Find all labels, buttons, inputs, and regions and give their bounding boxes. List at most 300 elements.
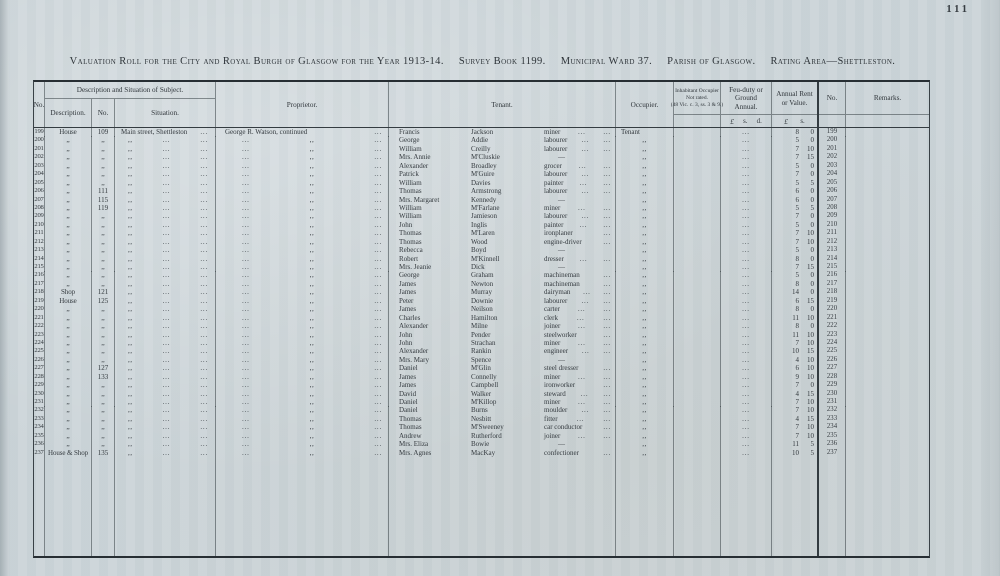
dot-leader: ... — [200, 212, 208, 221]
dot-leader: ... — [374, 330, 382, 339]
cell-tenant — [389, 246, 616, 255]
tenant-surname: M'Glin — [471, 364, 491, 373]
dot-leader: ... — [578, 322, 586, 331]
rent-pounds: 6 — [795, 187, 799, 196]
dot-leader: ... — [374, 153, 382, 162]
cell-feu-duty — [721, 314, 772, 323]
dot-leader: ... — [162, 347, 171, 356]
dot-leader: ... — [162, 296, 171, 305]
tenant-occupation — [544, 288, 615, 297]
cell-feu-duty — [721, 221, 772, 230]
cell-remarks — [846, 347, 929, 356]
pound-symbol: £ — [730, 116, 734, 126]
tenant-occupation — [544, 305, 615, 314]
cell-roll-no: 235 — [34, 431, 44, 439]
rent-shillings: 0 — [810, 161, 814, 170]
tenant-surname: M'Killop — [471, 398, 497, 406]
dot-leader: ... — [374, 220, 382, 229]
tenant-occupation — [544, 406, 615, 415]
tenant-forename: Mrs. Mary — [399, 355, 429, 364]
tenant-surname: Campbell — [471, 381, 499, 390]
cell-annual-rent — [772, 432, 819, 441]
cell-feu-duty — [721, 280, 772, 289]
dot-leader: ... — [603, 136, 611, 145]
tenant-occupation — [544, 331, 615, 340]
cell-inhabitant-occupier — [674, 280, 721, 289]
rent-pounds: 8 — [795, 305, 799, 314]
tenant-surname: Rankin — [471, 347, 492, 356]
rent-pounds: 8 — [795, 254, 799, 263]
table-row — [34, 305, 929, 313]
cell-feu-duty — [721, 423, 772, 432]
dot-leader: ... — [162, 161, 171, 170]
cell-situation — [115, 288, 216, 297]
dot-leader: ... — [242, 330, 250, 339]
cell-proprietor — [216, 440, 389, 449]
dot-leader: ... — [242, 220, 250, 229]
header-inhabitant-occupier — [670, 82, 724, 127]
tenant-surname: Davies — [471, 178, 491, 187]
ditto-mark: ,, — [128, 372, 133, 381]
shillings-symbol: s. — [743, 117, 748, 125]
rent-shillings: 15 — [807, 389, 814, 398]
cell-description: ,, — [45, 398, 92, 407]
cell-roll-no-right: 227 — [819, 364, 846, 373]
dot-leader: ... — [242, 296, 250, 305]
cell-tenant — [389, 136, 616, 145]
cell-description: ,, — [45, 364, 92, 373]
dot-leader: ... — [200, 288, 208, 297]
tenant-surname: Addie — [471, 136, 489, 145]
tenant-forename: Alexander — [399, 322, 429, 331]
rent-shillings: 0 — [810, 279, 814, 288]
tenant-forename: Daniel — [399, 398, 418, 406]
cell-remarks — [846, 246, 929, 255]
ditto-mark: ,, — [309, 170, 315, 179]
dot-leader: ... — [242, 414, 250, 423]
cell-description: ,, — [45, 255, 92, 264]
dot-leader: ... — [374, 178, 382, 187]
cell-annual-rent — [772, 322, 819, 331]
header-feu-duty-label: Feu-duty or Ground Annual. — [729, 85, 763, 111]
occupation-text: miner — [544, 372, 561, 381]
cell-inhabitant-occupier — [674, 204, 721, 213]
tenant-occupation — [544, 322, 615, 331]
cell-feu-duty — [721, 271, 772, 280]
dot-leader: ... — [162, 136, 171, 145]
dot-leader: ... — [603, 203, 611, 212]
cell-description: ,, — [45, 145, 92, 154]
cell-remarks — [846, 263, 929, 272]
cell-occupier — [616, 221, 674, 230]
dot-leader: ... — [374, 263, 382, 271]
ditto-mark: ,, — [128, 220, 133, 229]
dot-leader: ... — [581, 212, 590, 221]
dot-leader: ... — [162, 338, 171, 347]
cell-proprietor — [216, 322, 389, 331]
cell-feu-duty — [721, 162, 772, 171]
occupation-text: carter — [544, 305, 560, 314]
dot-leader: ... — [374, 212, 382, 221]
cell-situation — [115, 136, 216, 145]
cell-proprietor — [216, 196, 389, 205]
rent-shillings: 0 — [810, 254, 814, 263]
tenant-surname: Neilson — [471, 305, 493, 314]
cell-remarks — [846, 390, 929, 399]
tenant-occupation — [544, 212, 615, 221]
cell-roll-no: 208 — [34, 203, 44, 211]
header-description: Description. — [45, 99, 92, 127]
dot-leader: ... — [374, 423, 382, 432]
dot-leader: ... — [242, 187, 250, 196]
dot-leader: ... — [200, 406, 208, 415]
ditto-mark: ,, — [309, 440, 315, 449]
occupation-text: painter — [544, 178, 564, 187]
cell-tenant — [389, 398, 616, 407]
dot-leader: ... — [200, 237, 208, 246]
cell-roll-no: 207 — [34, 195, 44, 203]
cell-tenant — [389, 153, 616, 162]
dot-leader: ... — [200, 414, 208, 423]
cell-proprietor — [216, 415, 389, 424]
cell-roll-no-right: 220 — [819, 305, 846, 314]
cell-proprietor — [216, 179, 389, 188]
cell-inhabitant-occupier — [674, 305, 721, 314]
title-segment: Municipal Ward 37. — [560, 56, 653, 67]
ditto-mark: ,, — [309, 305, 315, 314]
cell-proprietor — [216, 449, 389, 458]
rent-shillings: 15 — [807, 347, 814, 356]
tenant-occupation — [544, 179, 615, 188]
dot-leader: ... — [742, 406, 750, 415]
shillings-symbol: s. — [800, 117, 805, 125]
tenant-surname: Downie — [471, 296, 494, 305]
occupation-text: confectioner — [544, 448, 579, 457]
cell-street-no: ,, — [92, 432, 115, 441]
cell-description: ,, — [45, 432, 92, 441]
cell-annual-rent — [772, 196, 819, 205]
cell-situation — [115, 170, 216, 179]
header-situation: Situation. — [151, 109, 179, 117]
table-row — [34, 364, 929, 372]
cell-description: ,, — [45, 196, 92, 205]
filler-cell — [616, 457, 674, 556]
cell-occupier — [616, 331, 674, 340]
cell-annual-rent — [772, 356, 819, 365]
cell-proprietor — [216, 128, 389, 137]
ditto-mark: ,, — [642, 431, 647, 440]
cell-proprietor — [216, 212, 389, 221]
tenant-surname: Murray — [471, 288, 492, 297]
cell-description: ,, — [45, 415, 92, 424]
cell-roll-no: 217 — [34, 279, 44, 287]
cell-remarks — [846, 128, 929, 137]
dot-leader: ... — [374, 355, 382, 364]
dot-leader: ... — [374, 136, 382, 145]
dot-leader: ... — [374, 271, 382, 280]
rent-pounds: 4 — [795, 414, 799, 423]
rent-shillings: 10 — [807, 313, 814, 322]
tenant-occupation — [544, 145, 615, 154]
cell-remarks — [846, 331, 929, 340]
cell-street-no: 125 — [92, 297, 115, 306]
cell-remarks — [846, 196, 929, 205]
cell-proprietor — [216, 305, 389, 314]
cell-street-no: ,, — [92, 415, 115, 424]
rent-pounds: 7 — [795, 153, 799, 162]
dot-leader: ... — [242, 212, 250, 221]
tenant-forename: John — [399, 338, 413, 347]
ditto-mark: ,, — [128, 288, 133, 297]
table-row — [34, 381, 929, 389]
cell-tenant — [389, 322, 616, 331]
cell-description: ,, — [45, 271, 92, 280]
cell-roll-no: 200 — [34, 136, 44, 144]
cell-remarks — [846, 305, 929, 314]
cell-roll-no-right: 226 — [819, 356, 846, 365]
cell-inhabitant-occupier — [674, 128, 721, 137]
ditto-mark: ,, — [128, 313, 133, 322]
table-row — [34, 331, 929, 339]
tenant-forename: Mrs. Eliza — [399, 440, 429, 449]
cell-proprietor — [216, 238, 389, 247]
cell-street-no: ,, — [92, 145, 115, 154]
cell-roll-no-right: 214 — [819, 255, 846, 264]
cell-annual-rent — [772, 364, 819, 373]
cell-occupier — [616, 440, 674, 449]
dot-leader: ... — [242, 313, 250, 322]
table-row — [34, 339, 929, 347]
tenant-occupation — [544, 255, 615, 264]
cell-roll-no-right: 235 — [819, 432, 846, 441]
dot-leader: ... — [242, 338, 250, 347]
occupation-text: fitter — [544, 414, 558, 423]
cell-annual-rent — [772, 415, 819, 424]
rent-pounds: 4 — [795, 389, 799, 398]
dot-leader: ... — [200, 372, 208, 381]
cell-tenant — [389, 128, 616, 137]
table-row — [34, 423, 929, 431]
ditto-mark: ,, — [309, 153, 315, 162]
filler-cell — [846, 457, 929, 556]
ditto-mark: ,, — [128, 212, 133, 221]
cell-description: ,, — [45, 331, 92, 340]
cell-description: ,, — [45, 238, 92, 247]
cell-situation — [115, 153, 216, 162]
dot-leader: ... — [603, 128, 611, 136]
dot-leader: ... — [374, 128, 382, 136]
cell-proprietor — [216, 356, 389, 365]
dot-leader: ... — [742, 431, 750, 440]
cell-street-no: ,, — [92, 305, 115, 314]
cell-proprietor — [216, 314, 389, 323]
cell-inhabitant-occupier — [674, 221, 721, 230]
dot-leader: ... — [374, 229, 382, 238]
cell-roll-no: 201 — [34, 144, 44, 152]
tenant-forename: Thomas — [399, 414, 422, 423]
cell-street-no: 115 — [92, 196, 115, 205]
dot-leader: ... — [742, 414, 750, 423]
cell-tenant — [389, 373, 616, 382]
dot-leader: ... — [242, 254, 250, 263]
cell-proprietor — [216, 423, 389, 432]
cell-roll-no-right: 200 — [819, 136, 846, 145]
cell-feu-duty — [721, 255, 772, 264]
table-row — [34, 263, 929, 271]
rent-shillings: 15 — [807, 263, 814, 271]
cell-remarks — [846, 373, 929, 382]
occupation-text: machineman — [544, 279, 580, 288]
cell-street-no: 121 — [92, 288, 115, 297]
tenant-forename: Mrs. Margaret — [399, 195, 440, 204]
cell-roll-no-right: 219 — [819, 297, 846, 306]
cell-description: House — [45, 128, 92, 137]
dot-leader: ... — [603, 220, 611, 229]
ditto-mark: ,, — [309, 431, 315, 440]
dot-leader: ... — [742, 440, 750, 449]
cell-remarks — [846, 432, 929, 441]
cell-inhabitant-occupier — [674, 398, 721, 407]
header-inhabitant-line2: Not rated. — [686, 94, 708, 101]
ditto-mark: ,, — [128, 330, 133, 339]
rent-shillings: 15 — [807, 414, 814, 423]
rent-shillings: 10 — [807, 423, 814, 432]
ditto-mark: ,, — [128, 246, 133, 255]
tenant-surname: Boyd — [471, 246, 487, 255]
ditto-mark: ,, — [309, 195, 315, 204]
dot-leader: ... — [200, 178, 208, 187]
rent-shillings: 10 — [807, 237, 814, 246]
rent-pounds: 8 — [795, 128, 799, 136]
valuation-table — [33, 80, 930, 558]
tenant-occupation — [544, 136, 615, 145]
table-row — [34, 398, 929, 406]
tenant-forename: Thomas — [399, 229, 422, 238]
cell-situation — [115, 246, 216, 255]
ditto-mark: ,, — [309, 389, 315, 398]
cell-remarks — [846, 187, 929, 196]
cell-occupier — [616, 398, 674, 407]
cell-description: ,, — [45, 305, 92, 314]
cell-roll-no-right: 229 — [819, 381, 846, 390]
tenant-forename: Thomas — [399, 423, 422, 432]
dot-leader: ... — [742, 136, 750, 145]
cell-description: ,, — [45, 179, 92, 188]
cell-inhabitant-occupier — [674, 406, 721, 415]
rent-pounds: 5 — [795, 220, 799, 229]
cell-situation — [115, 263, 216, 272]
table-row — [34, 187, 929, 195]
dot-leader: ... — [242, 288, 250, 297]
cell-tenant — [389, 406, 616, 415]
cell-occupier — [616, 263, 674, 272]
cell-annual-rent — [772, 288, 819, 297]
cell-feu-duty — [721, 179, 772, 188]
tenant-forename: Mrs. Agnes — [399, 448, 432, 457]
cell-roll-no-right: 236 — [819, 440, 846, 449]
cell-situation — [115, 238, 216, 247]
dot-leader: ... — [242, 406, 250, 415]
cell-annual-rent — [772, 280, 819, 289]
tenant-forename: Peter — [399, 296, 414, 305]
table-row — [34, 432, 929, 440]
table-row — [34, 128, 929, 136]
cell-inhabitant-occupier — [674, 162, 721, 171]
cell-description: ,, — [45, 204, 92, 213]
cell-inhabitant-occupier — [674, 432, 721, 441]
title-segment: Valuation Roll for the City and Royal Burgh of Glasgow for the Year 1913-14. — [69, 56, 444, 67]
ditto-mark: ,, — [309, 203, 315, 212]
ditto-mark: ,, — [642, 153, 647, 162]
cell-roll-no: 206 — [34, 187, 44, 195]
cell-description: ,, — [45, 263, 92, 272]
cell-roll-no: 213 — [34, 246, 44, 254]
ditto-mark: ,, — [128, 440, 133, 449]
ditto-mark: ,, — [309, 288, 315, 297]
tenant-forename: James — [399, 381, 417, 390]
dot-leader: ... — [242, 372, 250, 381]
rent-pounds: 5 — [795, 203, 799, 212]
occupation-text: labourer — [544, 136, 568, 145]
cell-roll-no-right: 204 — [819, 170, 846, 179]
cell-proprietor — [216, 297, 389, 306]
tenant-surname: Nesbitt — [471, 414, 492, 423]
ditto-mark: ,, — [128, 423, 133, 432]
table-row — [34, 390, 929, 398]
tenant-surname: Strachan — [471, 338, 496, 347]
dot-leader: ... — [603, 305, 611, 314]
filler-cell — [115, 457, 216, 556]
cell-remarks — [846, 229, 929, 238]
dot-leader: ... — [200, 330, 208, 339]
cell-feu-duty — [721, 297, 772, 306]
table-filler — [34, 457, 929, 556]
cell-annual-rent — [772, 255, 819, 264]
cell-feu-duty — [721, 246, 772, 255]
cell-roll-no: 216 — [34, 271, 44, 279]
cell-proprietor — [216, 288, 389, 297]
cell-roll-no: 202 — [34, 153, 44, 161]
ditto-mark: ,, — [309, 355, 315, 364]
cell-situation — [115, 423, 216, 432]
cell-inhabitant-occupier — [674, 356, 721, 365]
cell-roll-no-right: 208 — [819, 204, 846, 213]
ditto-mark: ,, — [309, 237, 315, 246]
table-row — [34, 196, 929, 204]
cell-street-no: ,, — [92, 263, 115, 272]
cell-feu-duty — [721, 204, 772, 213]
table-row — [34, 204, 929, 212]
occupation-text: dresser — [544, 254, 564, 263]
occupation-text: labourer — [544, 170, 568, 179]
ditto-mark: ,, — [642, 440, 647, 449]
table-row — [34, 314, 929, 322]
dot-leader: ... — [603, 364, 611, 373]
header-roll-no-label: No. — [33, 100, 45, 109]
cell-inhabitant-occupier — [674, 339, 721, 348]
rent-shillings: 0 — [810, 170, 814, 179]
cell-remarks — [846, 364, 929, 373]
cell-inhabitant-occupier — [674, 423, 721, 432]
cell-roll-no: 222 — [34, 322, 44, 330]
ditto-mark: ,, — [309, 212, 315, 221]
cell-remarks — [846, 398, 929, 407]
no-occupation-dash: — — [558, 195, 565, 204]
ditto-mark: ,, — [128, 203, 133, 212]
cell-feu-duty — [721, 322, 772, 331]
dot-leader: ... — [242, 440, 250, 449]
ditto-mark: ,, — [128, 322, 133, 331]
